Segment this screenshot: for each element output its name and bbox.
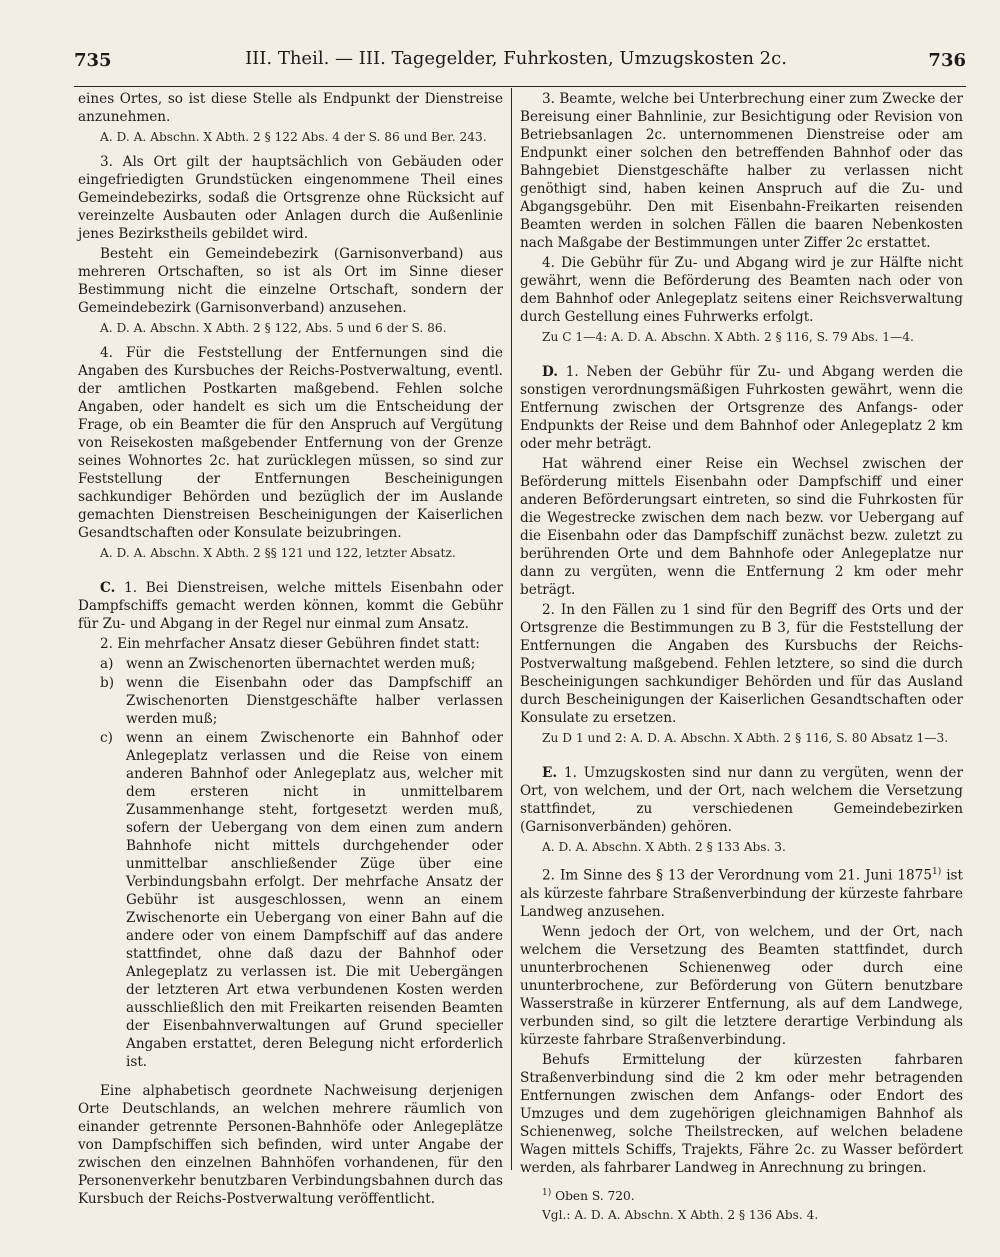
page-number-left: 735 xyxy=(74,50,112,71)
paragraph: Besteht ein Gemeindebezirk (Garnisonverband) aus mehreren Ortschaften, so ist als Ort im Sinne dieser Bestimmung nicht die einzelne Ortschaft, sondern der Gemeindebezirk (Garnisonverband) anzusehen. xyxy=(78,246,503,316)
section-d-paragraph xyxy=(520,363,963,453)
paragraph: 3. Beamte, welche bei Unterbrechung einer zum Zwecke der Bereisung einer Bahnlinie, zur Besichtigung oder Revision von Betriebsanlagen 2c. unternommenen Dienstreise oder am Endpunkt einer solchen den betreffenden Bahnhof oder das Bahngebiet Dienstgeschäfte halber zu verlassen nicht genöthigt sind, haben keinen Anspruch auf die Zu- und Abgangsgebühr. Den mit Eisenbahn-Freikarten reisenden Beamten werden in solchen Fällen die baaren Nebenkosten nach Maßgabe der Bestimmungen unter Ziffer 2c erstattet. xyxy=(520,91,963,251)
spacer xyxy=(78,569,503,579)
paragraph: 4. Für die Feststellung der Entfernungen sind die Angaben des Kursbuches der Reichs-Postverwaltung, eventl. der amtlichen Postkarten maßgebend. Fehlen solche Angaben, oder handelt es sich um die Entscheidung der Frage, ob ein Beamter die für den Anspruch auf Vergütung von Reisekosten maßgebender Entfernung von der Grenze seines Wohnortes 2c. hat zurücklegen müssen, so sind zur Feststellung der Entfernungen Bescheinigungen sachkundiger Behörden und bezüglich der im Auslande gemachten Dienstreisen Bescheinigungen der Kaiserlichen Gesandtschaften oder Konsulate beizubringen. xyxy=(78,345,503,541)
page-header xyxy=(66,44,966,84)
list-item-text: wenn die Eisenbahn oder das Dampfschiff an Zwischenorten Dienstgeschäfte halber verlassen werden muß; xyxy=(126,675,503,727)
citation: Zu C 1—4: A. D. A. Abschn. X Abth. 2 § 116, S. 79 Abs. 1—4. xyxy=(542,330,914,344)
citation: Zu D 1 und 2: A. D. A. Abschn. X Abth. 2 § 116, S. 80 Absatz 1—3. xyxy=(542,731,949,745)
paragraph: Hat während einer Reise ein Wechsel zwischen der Beförderung mittels Eisenbahn oder Dampfschiff und einer anderen Beförderungsart eintreten, so sind die Fuhrkosten für die Wegestrecke zwischen dem nach bezw. vor Uebergang auf die Eisenbahn oder das Dampfschiff zunächst bezw. zuletzt zu berührenden Orte und dem Bahnhofe oder Anlegeplatze nur dann zu vergüten, wenn die Entfernung 2 km oder mehr beträgt. xyxy=(520,456,963,598)
paragraph xyxy=(520,863,963,921)
section-c-paragraph xyxy=(78,579,503,633)
paragraph: 3. Als Ort gilt der hauptsächlich von Gebäuden oder eingefriedigten Grundstücken eingenommene Theil eines Gemeindebezirks, sodaß die Ortsgrenze ohne Rücksicht auf vereinzelte Ausbauten oder Anlagen durch die Außenlinie jenes Bezirkstheils gebildet wird. xyxy=(78,154,503,242)
list-item-label: c) xyxy=(100,730,113,746)
right-column xyxy=(520,90,963,1222)
page-number-right: 736 xyxy=(928,50,966,71)
paragraph: 2. Ein mehrfacher Ansatz dieser Gebühren findet statt: xyxy=(100,636,480,652)
citation: A. D. A. Abschn. X Abth. 2 § 122, Abs. 5 und 6 der S. 86. xyxy=(100,321,447,335)
paragraph: Eine alphabetisch geordnete Nachweisung derjenigen Orte Deutschlands, an welchen mehrere räumlich von einander getrennte Personen-Bahnhöfe oder Anlegeplätze von Dampfschiffen sich befinden, wird unter Angabe der zwischen den einzelnen Bahnhöfen vorhandenen, für den Personenverkehr benutzbaren Verbindungsbahnen durch das Kursbuch der Reichs-Postverwaltung veröffentlicht. xyxy=(78,1083,503,1207)
spacer xyxy=(78,1072,503,1082)
running-title: III. Theil. — III. Tagegelder, Fuhrkosten, Umzugskosten 2c. xyxy=(245,48,787,69)
citation: A. D. A. Abschn. X Abth. 2 § 122 Abs. 4 der S. 86 und Ber. 243. xyxy=(100,130,487,144)
list-item-text: wenn an Zwischenorten übernachtet werden muß; xyxy=(126,656,476,672)
footnote-marker: 1) xyxy=(931,867,942,877)
list-item xyxy=(100,674,503,728)
section-e-paragraph xyxy=(520,764,963,836)
section-label-e: E. xyxy=(542,765,558,781)
footnote xyxy=(542,1185,963,1204)
spacer xyxy=(520,754,963,764)
citation: A. D. A. Abschn. X Abth. 2 § 133 Abs. 3. xyxy=(542,840,786,854)
paragraph: 4. Die Gebühr für Zu- und Abgang wird je zur Hälfte nicht gewährt, wenn die Beförderung des Beamten nach oder von dem Bahnhof oder Anlegeplatz seitens einer Reichsverwaltung durch Gestellung eines Fuhrwerks erfolgt. xyxy=(520,255,963,325)
paragraph: Behufs Ermittelung der kürzesten fahrbaren Straßenverbindung sind die 2 km oder mehr betragenden Entfernungen zwischen dem Anfangs- oder Endort des Umzuges und dem zugehörigen gleichnamigen Bahnhof als Schienenweg, solche Theilstrecken, auf welchen beladene Wagen mittels Schiffs, Trajekts, Fähre 2c. zu Wasser befördert werden, als fahrbarer Landweg in Anrechnung zu bringen. xyxy=(520,1051,963,1176)
section-d-text: 1. Neben der Gebühr für Zu- und Abgang werden die sonstigen verordnungsmäßigen Fuhrkosten gewährt, wenn die Entfernung zwischen der Ortsgrenze des Anfangs- oder Endpunkts der Reise und dem Bahnhof oder Anlegeplatz 2 km oder mehr beträgt. xyxy=(520,364,963,452)
section-c-text: 1. Bei Dienstreisen, welche mittels Eisenbahn oder Dampfschiffs gemacht werden können, kommt die Gebühr für Zu- und Abgang in der Regel nur einmal zum Ansatz. xyxy=(78,580,504,632)
section-label-d: D. xyxy=(542,364,559,380)
list-item xyxy=(100,729,503,1071)
spacer xyxy=(520,353,963,363)
paragraph: eines Ortes, so ist diese Stelle als Endpunkt der Dienstreise anzunehmen. xyxy=(78,91,503,125)
header-rule xyxy=(74,86,966,87)
list-item xyxy=(100,655,503,673)
section-label-c: C. xyxy=(100,580,116,596)
paragraph: 2. In den Fällen zu 1 sind für den Begriff des Orts und der Ortsgrenze die Bestimmungen zu B 3, für die Feststellung der Entfernungen die Angaben des Kursbuchs der Reichs-Postverwaltung maßgebend. Fehlen letztere, so sind die durch Bescheinigungen sachkundiger Behörden und für das Ausland durch Bescheinigungen der Kaiserlichen Gesandtschaften oder Konsulate zu ersetzen. xyxy=(520,602,963,726)
list-item-label: a) xyxy=(100,656,114,672)
footnote-text: Oben S. 720. xyxy=(551,1188,635,1203)
list-item-text: wenn an einem Zwischenorte ein Bahnhof oder Anlegeplatz verlassen und die Reise von einem anderen Bahnhof oder Anlegeplatz aus, welcher mit dem ersteren nicht in unmittelbarem Zusammenhange steht, fortgesetzt werden muß, sofern der Uebergang von dem einen zum andern Bahnhofe nicht mittels durchgehender oder unmittelbar anschließender Züge über eine Verbindungsbahn erfolgt. Der mehrfache Ansatz der Gebühr ist ausgeschlossen, wenn an einem Zwischenorte ein Uebergang von einer Bahn auf die andere oder von einem Dampfschiff auf das andere stattfindet, ohne daß dazu der Bahnhof oder Anlegeplatz zu verlassen ist. Die mit Uebergängen der letzteren Art etwa verbundenen Kosten werden ausschließlich den mit Freikarten reisenden Beamten der Eisenbahnverwaltungen auf Grund specieller Angaben erstattet, deren Belegung nicht erforderlich ist. xyxy=(126,730,503,1070)
paragraph: Wenn jedoch der Ort, von welchem, und der Ort, nach welchem die Versetzung des Beamten stattfindet, durch ununterbrochenen Schienenweg oder durch eine ununterbrochene, zur Beförderung von Gütern benutzbare Wasserstraße in kürzerer Entfernung, als auf dem Landwege, verbunden sind, so gilt die letztere derartige Verbindung als kürzeste fahrbare Straßenverbindung. xyxy=(520,923,963,1048)
column-divider xyxy=(511,88,512,1170)
citation: Vgl.: A. D. A. Abschn. X Abth. 2 § 136 Abs. 4. xyxy=(542,1207,819,1222)
footnote-number: 1) xyxy=(542,1187,552,1198)
section-e-text: 1. Umzugskosten sind nur dann zu vergüten, wenn der Ort, von welchem, und der Ort, nach welchem die Versetzung stattfindet, zu verschiedenen Gemeindebezirken (Garnisonverbänden) gehören. xyxy=(520,765,963,835)
paragraph-text: 2. Im Sinne des § 13 der Verordnung vom 21. Juni 1875 xyxy=(542,867,932,884)
citation: A. D. A. Abschn. X Abth. 2 §§ 121 und 122, letzter Absatz. xyxy=(100,546,456,560)
paragraph-text: ist als kürzeste fahrbare Straßenverbindung der kürzeste fahrbare Landweg anzusehen. xyxy=(520,867,963,920)
list-item-label: b) xyxy=(100,675,115,691)
left-column xyxy=(78,90,504,1207)
